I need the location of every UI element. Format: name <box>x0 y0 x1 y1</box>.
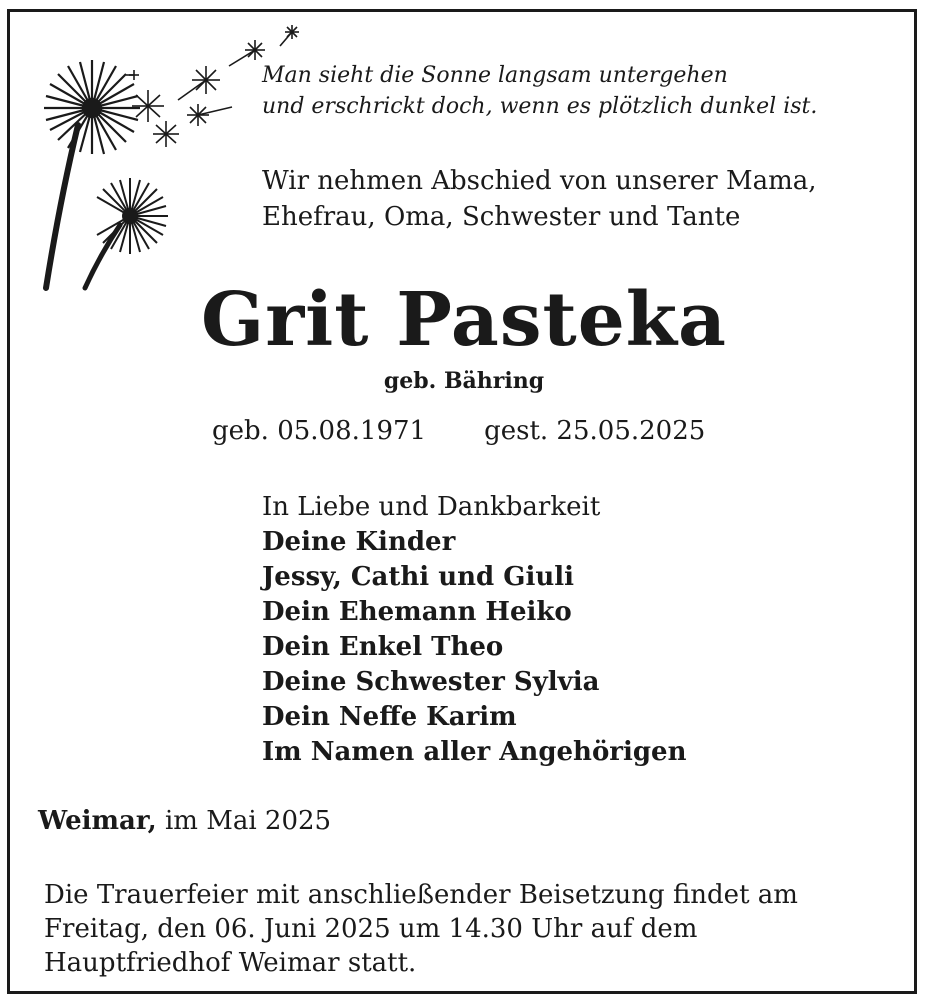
place-and-date <box>38 804 331 838</box>
funeral-line-3: Hauptfriedhof Weimar statt. <box>44 948 417 978</box>
maiden-name: geb. Bähring <box>383 368 545 394</box>
mourner-line: Dein Enkel Theo <box>262 632 504 662</box>
mourner-line: Dein Neffe Karim <box>262 702 517 732</box>
mourner-line: Im Namen aller Angehörigen <box>262 737 687 767</box>
place-city: Weimar, <box>38 806 157 836</box>
motto-line-2: und erschrickt doch, wenn es plötzlich dunkel ist. <box>262 94 818 119</box>
intro-line-1: Wir nehmen Abschied von unserer Mama, <box>262 166 817 196</box>
farewell-intro <box>262 163 817 235</box>
funeral-line-2: Freitag, den 06. Juni 2025 um 14.30 Uhr auf dem <box>44 914 698 944</box>
funeral-info <box>44 878 904 980</box>
birth-date: geb. 05.08.1971 <box>212 416 427 446</box>
place-date: im Mai 2025 <box>164 806 332 836</box>
mourner-line: Dein Ehemann Heiko <box>262 597 572 627</box>
mourner-line: Deine Schwester Sylvia <box>262 667 600 697</box>
deceased-name: Grit Pasteka <box>201 277 727 363</box>
mourners-list <box>262 490 686 770</box>
death-date: gest. 25.05.2025 <box>484 416 706 446</box>
mourner-line: Jessy, Cathi und Giuli <box>262 562 574 592</box>
life-dates <box>212 414 705 448</box>
mourners-lead: In Liebe und Dankbarkeit <box>262 492 601 522</box>
motto-line-1: Man sieht die Sonne langsam untergehen <box>262 63 728 88</box>
motto-quote <box>262 60 817 122</box>
mourner-line: Deine Kinder <box>262 527 456 557</box>
intro-line-2: Ehefrau, Oma, Schwester und Tante <box>262 202 741 232</box>
funeral-line-1: Die Trauerfeier mit anschließender Beisetzung findet am <box>44 880 798 910</box>
